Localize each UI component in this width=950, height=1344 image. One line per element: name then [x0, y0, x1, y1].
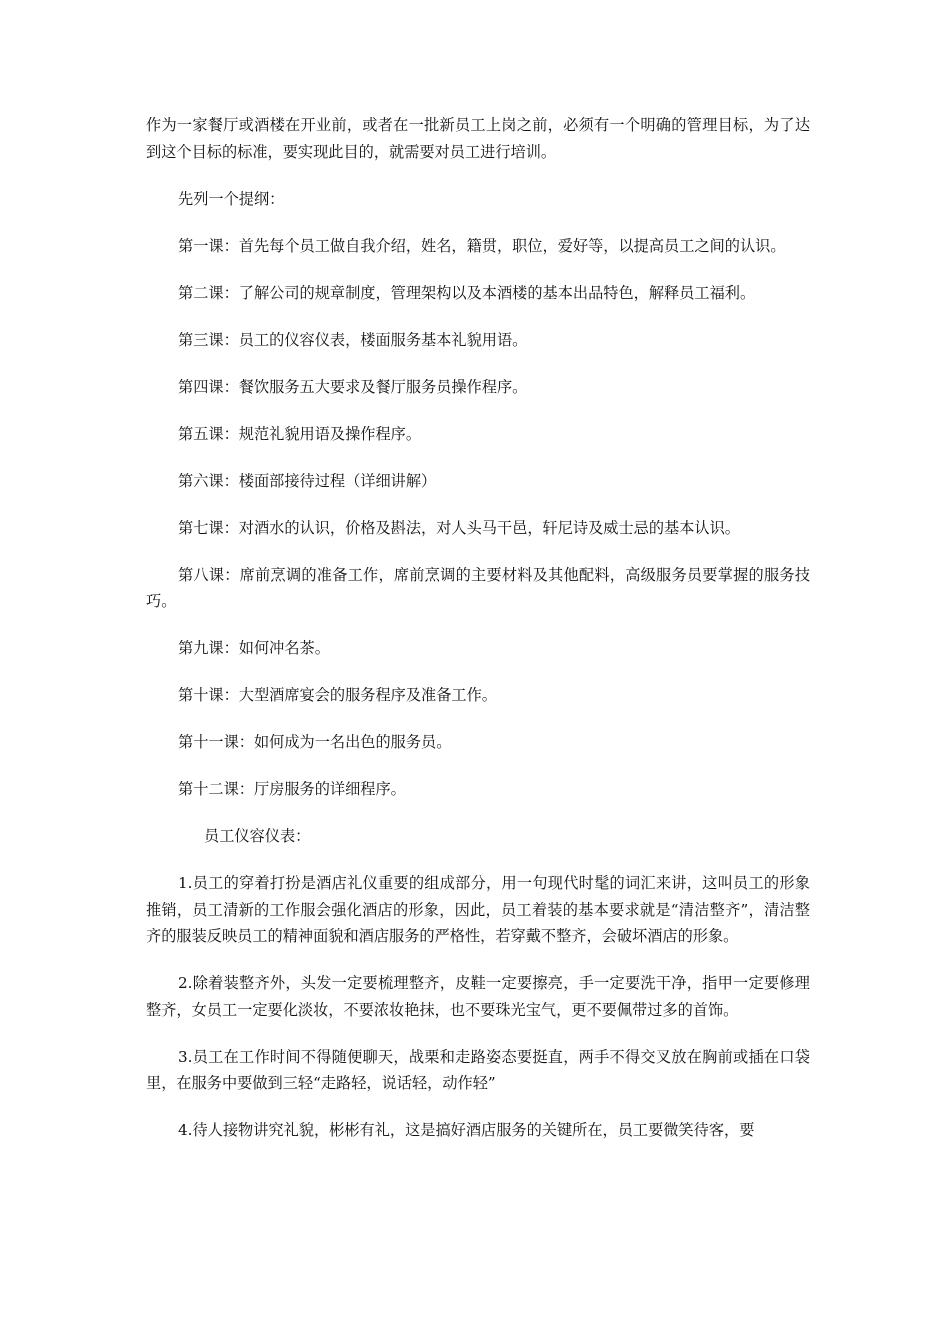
lesson-8: 第八课：席前烹调的准备工作，席前烹调的主要材料及其他配料，高级服务员要掌握的服务技巧。	[146, 565, 810, 610]
document-body	[146, 112, 810, 1164]
intro-paragraph: 作为一家餐厅或酒楼在开业前，或者在一批新员工上岗之前，必须有一个明确的管理目标，为了达到这个目标的标准，要实现此目的，就需要对员工进行培训。	[146, 116, 810, 161]
appearance-item-2: 2.除着装整齐外，头发一定要梳理整齐，皮鞋一定要擦亮，手一定要洗干净，指甲一定要修理整齐，女员工一定要化淡妆，不要浓妆艳抹，也不要珠光宝气，更不要佩带过多的首饰。	[146, 974, 810, 1019]
outline-heading: 先列一个提纲：	[178, 189, 285, 208]
lesson-11: 第十一课：如何成为一名出色的服务员。	[178, 733, 452, 751]
appearance-heading: 员工仪容仪表：	[204, 827, 311, 845]
appearance-item-3: 3.员工在工作时间不得随便聊天，战栗和走路姿态要挺直，两手不得交叉放在胸前或插在口袋里，在服务中要做到三轻“走路轻，说话轻，动作轻”	[146, 1047, 810, 1092]
lesson-12: 第十二课：厅房服务的详细程序。	[178, 780, 406, 798]
lesson-10: 第十课：大型酒席宴会的服务程序及准备工作。	[178, 686, 497, 704]
appearance-item-1: 1.员工的穿着打扮是酒店礼仪重要的组成部分，用一句现代时髦的词汇来讲，这叫员工的形象推销，员工清新的工作服会强化酒店的形象，因此，员工着装的基本要求就是“清洁整齐”，清洁整齐的服装反映员工的精神面貌和酒店服务的严格性，若穿戴不整齐，会破坏酒店的形象。	[146, 874, 810, 945]
lesson-6: 第六课：楼面部接待过程（详细讲解）	[178, 471, 437, 490]
lesson-1: 第一课：首先每个员工做自我介绍，姓名，籍贯，职位，爱好等，以提高员工之间的认识。	[178, 236, 786, 255]
lesson-2: 第二课：了解公司的规章制度，管理架构以及本酒楼的基本出品特色，解释员工福利。	[178, 283, 756, 302]
lesson-5: 第五课：规范礼貌用语及操作程序。	[178, 424, 421, 443]
lesson-3: 第三课：员工的仪容仪表，楼面服务基本礼貌用语。	[178, 330, 528, 349]
appearance-item-4: 4.待人接物讲究礼貌，彬彬有礼，这是搞好酒店服务的关键所在，员工要微笑待客，要	[178, 1121, 755, 1139]
lesson-7: 第七课：对酒水的认识，价格及斟法，对人头马干邑，轩尼诗及威士忌的基本认识。	[178, 518, 740, 537]
lesson-9: 第九课：如何冲名茶。	[178, 639, 330, 657]
lesson-4: 第四课：餐饮服务五大要求及餐厅服务员操作程序。	[178, 377, 528, 396]
